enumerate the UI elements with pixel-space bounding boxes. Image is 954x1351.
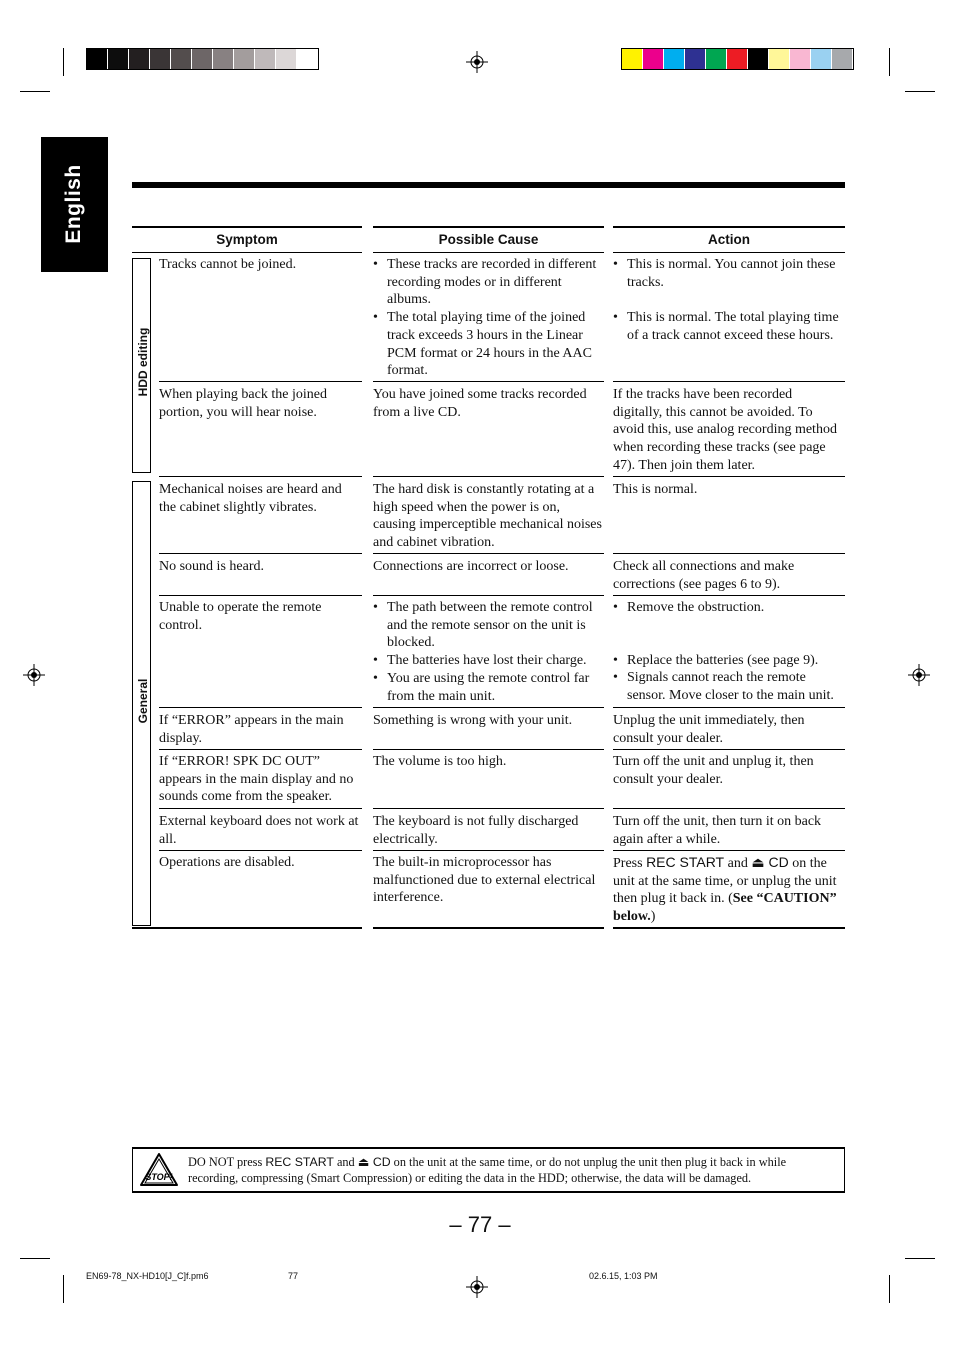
gray-swatch xyxy=(234,49,255,69)
symptom-cell: Tracks cannot be joined. xyxy=(159,257,297,272)
row-divider xyxy=(613,476,845,477)
crop-mark xyxy=(20,91,50,92)
list-item: • Replace the batteries (see page 9). xyxy=(613,652,845,670)
registration-mark-icon xyxy=(908,664,930,686)
row-divider xyxy=(373,381,604,382)
gray-swatch xyxy=(192,49,213,69)
action-cell: Unplug the unit immediately, then consult your dealer. xyxy=(613,713,805,746)
action-cell: Turn off the unit and unplug it, then consult your dealer. xyxy=(613,754,814,787)
action-cell: Check all connections and make corrections (see pages 6 to 9). xyxy=(613,559,795,592)
category-label: HDD editing xyxy=(136,327,150,397)
crop-mark xyxy=(905,1258,935,1259)
symptom-cell: When playing back the joined portion, you will hear noise. xyxy=(159,387,327,420)
crop-mark xyxy=(20,1258,50,1259)
footer-timestamp: 02.6.15, 1:03 PM xyxy=(589,1271,658,1281)
row-divider xyxy=(373,707,604,708)
row-divider xyxy=(373,808,604,809)
gray-swatch xyxy=(276,49,297,69)
gray-swatch xyxy=(150,49,171,69)
row-divider xyxy=(159,707,362,708)
row-divider xyxy=(613,749,845,750)
cause-cell: The keyboard is not fully discharged electrically. xyxy=(373,814,579,847)
registration-mark-icon xyxy=(466,1276,488,1298)
table-bottom-rule xyxy=(373,927,604,929)
row-divider xyxy=(613,595,845,596)
gray-swatch xyxy=(87,49,108,69)
table-bottom-rule xyxy=(613,927,845,929)
caution-text-part: DO NOT press xyxy=(188,1155,266,1169)
registration-mark-icon xyxy=(466,51,488,73)
row-divider xyxy=(373,595,604,596)
crop-mark xyxy=(889,48,890,76)
row-divider xyxy=(159,808,362,809)
row-divider xyxy=(159,476,362,477)
cause-cell: The volume is too high. xyxy=(373,754,507,769)
rec-start-button-label: REC START xyxy=(265,1155,334,1169)
cause-cell: The built-in microprocessor has malfunctioned due to external electrical interference. xyxy=(373,855,596,906)
row-divider xyxy=(373,850,604,851)
category-hdd-editing xyxy=(132,258,151,473)
color-swatch xyxy=(748,49,769,69)
caution-text-part: and xyxy=(333,1155,358,1169)
crop-mark xyxy=(63,48,64,76)
crop-mark xyxy=(889,1275,890,1303)
rec-start-button-label: REC START xyxy=(646,854,725,870)
row-divider xyxy=(373,476,604,477)
stop-warning-icon xyxy=(139,1152,179,1188)
action-text: ) xyxy=(650,909,656,925)
list-item: • These tracks are recorded in different recording modes or in different albums. xyxy=(373,256,604,309)
action-cell xyxy=(613,599,845,705)
caution-text xyxy=(188,1154,828,1186)
symptom-cell: If “ERROR! SPK DC OUT” appears in the main display and no sounds come from the speaker. xyxy=(159,754,354,805)
action-cell xyxy=(613,854,845,926)
language-tab-label: English xyxy=(62,164,85,244)
list-item: • The batteries have lost their charge. xyxy=(373,652,604,670)
cause-cell xyxy=(373,599,604,705)
row-divider xyxy=(613,850,845,851)
cd-button-label: CD xyxy=(764,854,789,870)
symptom-cell: Operations are disabled. xyxy=(159,855,295,870)
list-item: • This is normal. You cannot join these tracks. xyxy=(613,256,845,291)
row-divider xyxy=(613,808,845,809)
list-item: • The path between the remote control and the remote sensor on the unit is blocked. xyxy=(373,599,604,652)
row-divider xyxy=(373,749,604,750)
cause-cell: You have joined some tracks recorded from a live CD. xyxy=(373,387,587,420)
action-cell xyxy=(613,256,845,345)
column-header-action: Action xyxy=(613,226,845,253)
action-cell: Turn off the unit, then turn it on back again after a while. xyxy=(613,814,822,847)
row-divider xyxy=(613,553,845,554)
symptom-cell: Unable to operate the remote control. xyxy=(159,600,322,633)
table-bottom-rule xyxy=(132,927,362,929)
action-text: Press xyxy=(613,856,647,871)
symptom-cell: No sound is heard. xyxy=(159,559,264,574)
gray-swatch xyxy=(171,49,192,69)
list-item: • Signals cannot reach the remote sensor. Move closer to the main unit. xyxy=(613,669,845,704)
grayscale-color-bar xyxy=(86,48,319,70)
color-swatch xyxy=(643,49,664,69)
section-rule xyxy=(132,182,845,188)
row-divider xyxy=(613,381,845,382)
color-swatch xyxy=(664,49,685,69)
caution-text-part: on the unit at the same time, or do not unplug the unit then plug it back in while recording, compressing (Smart Compression) or editing the data in the HDD; otherwise, the data will be damaged. xyxy=(188,1155,787,1185)
footer-page: 77 xyxy=(288,1271,299,1281)
action-cell: This is normal. xyxy=(613,482,698,497)
cd-button-label: CD xyxy=(369,1155,391,1169)
crop-mark xyxy=(63,1275,64,1303)
cause-cell xyxy=(373,256,604,380)
gray-swatch xyxy=(297,49,318,69)
color-swatch xyxy=(706,49,727,69)
symptom-cell: External keyboard does not work at all. xyxy=(159,814,359,847)
action-text: on the unit at the same time, or unplug the unit then plug it back in. ( xyxy=(613,856,837,907)
column-header-symptom: Symptom xyxy=(132,226,362,253)
color-swatch xyxy=(622,49,643,69)
row-divider xyxy=(159,553,362,554)
stop-label: STOP! xyxy=(145,1172,173,1182)
gray-swatch xyxy=(108,49,129,69)
row-divider xyxy=(373,553,604,554)
footer-filename: EN69-78_NX-HD10[J_C]f.pm6 xyxy=(86,1271,209,1281)
gray-swatch xyxy=(255,49,276,69)
list-item: • This is normal. The total playing time of a track cannot exceed these hours. xyxy=(613,309,845,344)
symptom-cell: If “ERROR” appears in the main display. xyxy=(159,713,344,746)
gray-swatch xyxy=(213,49,234,69)
symptom-cell: Mechanical noises are heard and the cabinet slightly vibrates. xyxy=(159,482,342,515)
caution-reference: See “CAUTION” below. xyxy=(613,891,837,925)
eject-icon: ⏏ xyxy=(751,856,765,871)
row-divider xyxy=(613,707,845,708)
row-divider xyxy=(159,381,362,382)
color-swatch xyxy=(790,49,811,69)
category-label: General xyxy=(136,678,150,724)
page-number: – 77 – xyxy=(449,1212,511,1237)
cause-cell: Connections are incorrect or loose. xyxy=(373,559,569,574)
color-swatch xyxy=(769,49,790,69)
row-divider xyxy=(159,749,362,750)
action-cell: If the tracks have been recorded digitally, this cannot be avoided. To avoid this, use analog recording method when recording these tracks (see page 47). Then join them later. xyxy=(613,387,837,473)
row-divider xyxy=(159,595,362,596)
category-general xyxy=(132,481,151,926)
color-swatch xyxy=(727,49,748,69)
color-swatch xyxy=(811,49,832,69)
column-header-cause: Possible Cause xyxy=(373,226,604,253)
gray-swatch xyxy=(129,49,150,69)
eject-icon: ⏏ xyxy=(357,1155,370,1169)
registration-mark-icon xyxy=(23,664,45,686)
language-side-tab xyxy=(41,137,108,272)
list-item: • You are using the remote control far from the main unit. xyxy=(373,670,604,705)
row-divider xyxy=(159,850,362,851)
list-item: • Remove the obstruction. xyxy=(613,599,845,617)
action-text: and xyxy=(724,856,752,871)
cause-cell: Something is wrong with your unit. xyxy=(373,713,573,728)
crop-mark xyxy=(905,91,935,92)
color-swatch xyxy=(832,49,853,69)
cause-cell: The hard disk is constantly rotating at a high speed when the power is on, causing imperceptible mechanical noises and cabinet vibration. xyxy=(373,482,602,551)
list-item: • The total playing time of the joined track exceeds 3 hours in the Linear PCM format or 24 hours in the AAC format. xyxy=(373,309,604,380)
color-swatch xyxy=(685,49,706,69)
caution-box xyxy=(132,1147,845,1193)
process-color-bar xyxy=(621,48,854,70)
